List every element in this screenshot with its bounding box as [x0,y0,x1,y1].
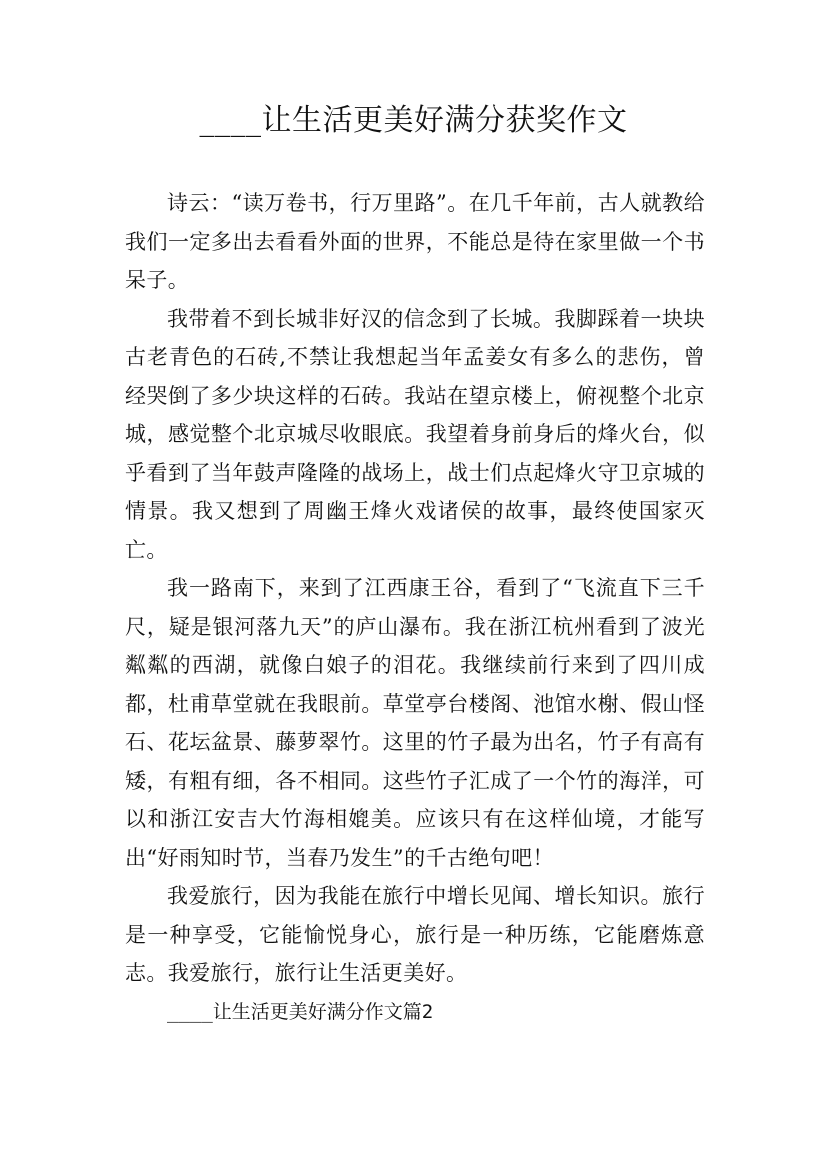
document-body [125,184,705,1031]
next-section-title: ____让生活更美好满分作文篇2 [167,1000,434,1023]
paragraph-poem-intro: 诗云：“读万卷书，行万里路”。在几千年前，古人就教给我们一定多出去看看外面的世界，不能总是待在家里做一个书呆子。 [125,191,705,292]
paragraph-love-travel: 我爱旅行，因为我能在旅行中增长见闻、增长知识。旅行是一种享受，它能愉悦身心，旅行是一种历练，它能磨炼意志。我爱旅行，旅行让生活更美好。 [125,884,705,985]
paragraph-great-wall: 我带着不到长城非好汉的信念到了长城。我脚踩着一块块古老青色的石砖,不禁让我想起当年孟姜女有多么的悲伤，曾经哭倒了多少块这样的石砖。我站在望京楼上，俯视整个北京城，感觉整个北京城尽收眼底。我望着身前身后的烽火台，似乎看到了当年鼓声隆隆的战场上，战士们点起烽火守卫京城的情景。我又想到了周幽王烽火戏诸侯的故事，最终使国家灭亡。 [125,306,705,562]
document-title: ____让生活更美好满分获奖作文 [199,103,628,138]
paragraph-southern-travels: 我一路南下，来到了江西康王谷，看到了“飞流直下三千尺，疑是银河落九天”的庐山瀑布。我在浙江杭州看到了波光粼粼的西湖，就像白娘子的泪花。我继续前行来到了四川成都，杜甫草堂就在我眼前。草堂亭台楼阁、池馆水榭、假山怪石、花坛盆景、藤萝翠竹。这里的竹子最为出名，竹子有高有矮，有粗有细，各不相同。这些竹子汇成了一个竹的海洋，可以和浙江安吉大竹海相媲美。应该只有在这样仙境，才能写出“好雨知时节，当春乃发生”的千古绝句吧！ [125,576,705,870]
